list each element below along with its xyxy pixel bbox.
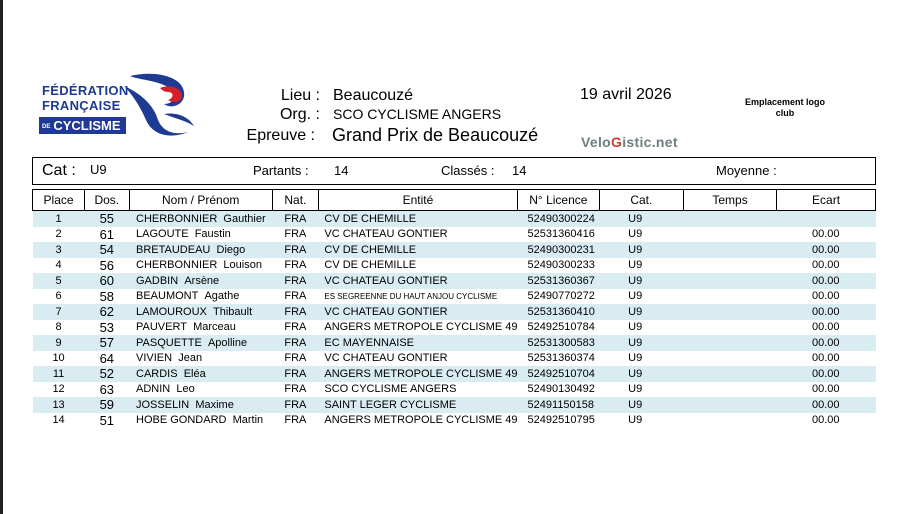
licence-cell: 52490300233 — [527, 259, 595, 272]
dos-cell: 62 — [85, 304, 129, 320]
entite-cell: ANGERS METROPOLE CYCLISME 49 — [324, 414, 518, 427]
dos-cell: 55 — [85, 211, 129, 227]
velo-part-b: istic.net — [622, 134, 678, 150]
table-row — [33, 413, 876, 429]
table-row — [33, 366, 876, 382]
partants-value: 14 — [334, 163, 349, 178]
col-licence: N° Licence — [518, 190, 600, 211]
name-cell — [129, 335, 272, 351]
name-cell — [129, 320, 272, 336]
place-cell: 4 — [55, 259, 62, 272]
entite-cell: VC CHATEAU GONTIER — [318, 304, 517, 320]
first-name: Jean — [178, 352, 203, 365]
temps-cell — [684, 273, 777, 289]
ecart-cell: 00.00 — [811, 228, 840, 241]
ecart-cell: 00.00 — [811, 290, 840, 303]
licence-cell: 52531360410 — [518, 304, 600, 320]
licence-cell: 52531360416 — [527, 228, 595, 241]
ecart-cell: 00.00 — [811, 383, 840, 396]
table-row — [33, 211, 876, 227]
org-value: SCO CYCLISME ANGERS — [333, 106, 502, 122]
first-name: Diego — [216, 243, 246, 256]
licence-cell: 52490300231 — [518, 242, 600, 258]
ecart-cell: 00.00 — [777, 242, 876, 258]
place-cell: 7 — [33, 304, 85, 320]
dos-cell: 51 — [99, 412, 115, 428]
entite-cell: ANGERS METROPOLE CYCLISME 49 — [318, 366, 517, 382]
first-name: Maxime — [195, 398, 234, 411]
ecart-cell: 00.00 — [811, 259, 840, 272]
dos-cell: 57 — [85, 335, 129, 351]
dos-cell: 63 — [99, 381, 115, 397]
category-bar — [32, 157, 876, 185]
place-cell: 5 — [33, 273, 85, 289]
temps-cell — [684, 289, 777, 305]
first-name: Eléa — [183, 367, 206, 380]
col-temps: Temps — [684, 190, 777, 211]
first-name: Louison — [223, 259, 262, 272]
place-cell: 1 — [33, 211, 85, 227]
partants-label: Partants : — [253, 163, 309, 178]
temps-cell — [684, 335, 777, 351]
last-name: ADNIN — [136, 383, 171, 396]
licence-cell: 52491150158 — [518, 397, 600, 413]
table-row — [33, 258, 876, 274]
col-nom-prenom: Nom / Prénom — [129, 190, 272, 211]
name-cell — [129, 304, 272, 320]
col-nat: Nat. — [272, 190, 318, 211]
table-row — [33, 227, 876, 243]
temps-cell — [684, 413, 777, 429]
ecart-cell: 00.00 — [777, 397, 876, 413]
name-cell — [129, 273, 272, 289]
nat-cell: FRA — [272, 242, 318, 258]
club-logo-placeholder: Emplacement logo club — [744, 97, 825, 118]
table-header-row — [33, 190, 876, 211]
name-cell — [129, 413, 272, 429]
page-border — [0, 0, 3, 514]
table-row — [33, 397, 876, 413]
name-cell — [129, 397, 272, 413]
entite-cell: CV DE CHEMILLE — [318, 211, 517, 227]
first-name: Faustin — [194, 228, 231, 241]
table-row — [33, 304, 876, 320]
name-cell — [129, 351, 272, 367]
name-cell — [129, 382, 272, 398]
nat-cell: FRA — [272, 304, 318, 320]
cat-cell: U9 — [599, 211, 683, 227]
nat-cell: FRA — [272, 366, 318, 382]
first-name: Marceau — [193, 321, 236, 334]
name-cell — [129, 258, 272, 274]
dos-cell: 64 — [99, 350, 115, 366]
nat-cell: FRA — [272, 273, 318, 289]
nat-cell: FRA — [284, 414, 307, 427]
cat-cell: U9 — [628, 383, 643, 396]
ecart-cell — [777, 211, 876, 227]
licence-cell: 52490770272 — [527, 290, 595, 303]
last-name: CARDIS — [136, 367, 178, 380]
entite-cell: ES SEGREENNE DU HAUT ANJOU CYCLISME — [324, 291, 498, 301]
licence-cell: 52531360367 — [518, 273, 600, 289]
temps-cell — [684, 304, 777, 320]
last-name: PAUVERT — [136, 321, 187, 334]
nat-cell: FRA — [284, 290, 307, 303]
logo-line3-box — [39, 117, 126, 134]
licence-cell: 52490130492 — [527, 383, 595, 396]
dos-cell: 56 — [99, 257, 115, 273]
nat-cell: FRA — [272, 397, 318, 413]
epreuve-value: Grand Prix de Beaucouzé — [332, 125, 539, 145]
ecart-cell: 00.00 — [811, 352, 840, 365]
name-cell — [129, 289, 272, 305]
entite-cell: CV DE CHEMILLE — [318, 242, 517, 258]
temps-cell — [684, 211, 777, 227]
ecart-cell: 00.00 — [777, 304, 876, 320]
entite-cell: SAINT LEGER CYCLISME — [318, 397, 517, 413]
dos-cell: 60 — [85, 273, 129, 289]
place-cell: 9 — [33, 335, 85, 351]
results-table — [32, 189, 876, 428]
logo-line3-prefix: DE — [42, 123, 51, 130]
entite-cell: VC CHATEAU GONTIER — [324, 228, 448, 241]
last-name: BRETAUDEAU — [136, 243, 211, 256]
first-name: Martin — [232, 414, 264, 427]
ffc-logo — [36, 70, 196, 148]
ecart-cell: 00.00 — [777, 273, 876, 289]
cat-label: Cat : — [42, 162, 76, 179]
cat-cell: U9 — [628, 290, 643, 303]
dos-cell: 61 — [99, 226, 115, 242]
temps-cell — [684, 242, 777, 258]
licence-cell: 52531300583 — [518, 335, 600, 351]
col-place: Place — [33, 190, 85, 211]
table-row — [33, 289, 876, 305]
first-name: Leo — [176, 383, 195, 396]
table-row — [33, 382, 876, 398]
licence-cell: 52492510704 — [518, 366, 600, 382]
cat-cell: U9 — [599, 304, 683, 320]
temps-cell — [684, 258, 777, 274]
cat-value: U9 — [90, 162, 107, 177]
place-cell: 8 — [55, 321, 62, 334]
classes-value: 14 — [512, 163, 527, 178]
name-cell — [129, 242, 272, 258]
col-entite: Entité — [318, 190, 517, 211]
place-cell: 13 — [33, 397, 85, 413]
nat-cell: FRA — [284, 228, 307, 241]
entite-cell: EC MAYENNAISE — [318, 335, 517, 351]
cat-cell: U9 — [599, 397, 683, 413]
first-name: Gauthier — [223, 212, 266, 225]
cat-cell: U9 — [628, 228, 643, 241]
table-row — [33, 242, 876, 258]
table-row — [33, 335, 876, 351]
dos-cell: 53 — [99, 319, 115, 335]
cat-cell: U9 — [628, 414, 643, 427]
last-name: CHERBONNIER — [136, 259, 218, 272]
temps-cell — [684, 351, 777, 367]
cat-cell: U9 — [628, 259, 643, 272]
cat-cell: U9 — [599, 335, 683, 351]
cat-cell: U9 — [628, 352, 643, 365]
cyclist-swoosh-icon — [124, 70, 196, 142]
epreuve-label: Epreuve : — [246, 127, 315, 144]
last-name: HOBE GONDARD — [136, 414, 227, 427]
last-name: LAGOUTE — [136, 228, 189, 241]
logo-line1: FÉDÉRATION — [42, 83, 129, 98]
name-cell — [129, 211, 272, 227]
last-name: BEAUMONT — [136, 290, 199, 303]
logo-line3: CYCLISME — [53, 118, 121, 133]
nat-cell: FRA — [284, 352, 307, 365]
velogistic-brand — [581, 134, 678, 150]
place-cell: 2 — [55, 228, 62, 241]
cat-cell: U9 — [599, 273, 683, 289]
temps-cell — [684, 320, 777, 336]
col-ecart: Ecart — [777, 190, 876, 211]
nat-cell: FRA — [272, 335, 318, 351]
nat-cell: FRA — [284, 259, 307, 272]
place-cell: 6 — [55, 290, 62, 303]
cat-cell: U9 — [599, 366, 683, 382]
moyenne-label: Moyenne : — [716, 163, 777, 178]
nat-cell: FRA — [284, 383, 307, 396]
entite-cell: VC CHATEAU GONTIER — [318, 273, 517, 289]
entite-cell: CV DE CHEMILLE — [324, 259, 417, 272]
first-name: Agathe — [204, 290, 240, 303]
name-cell — [129, 366, 272, 382]
last-name: LAMOUROUX — [136, 305, 207, 318]
dos-cell: 52 — [85, 366, 129, 382]
lieu-label: Lieu : — [280, 87, 320, 104]
table-row — [33, 351, 876, 367]
dos-cell: 59 — [85, 397, 129, 413]
last-name: GADBIN — [136, 274, 179, 287]
place-cell: 12 — [52, 383, 65, 396]
entite-cell: VC CHATEAU GONTIER — [324, 352, 448, 365]
nat-cell: FRA — [272, 211, 318, 227]
org-label: Org. : — [279, 106, 320, 123]
temps-cell — [684, 227, 777, 243]
logo-line2: FRANÇAISE — [42, 98, 121, 113]
last-name: CHERBONNIER — [136, 212, 218, 225]
place-cell: 14 — [52, 414, 65, 427]
col-cat: Cat. — [599, 190, 683, 211]
name-cell — [129, 227, 272, 243]
entite-cell: SCO CYCLISME ANGERS — [324, 383, 457, 396]
col-dos: Dos. — [85, 190, 129, 211]
temps-cell — [684, 382, 777, 398]
classes-label: Classés : — [441, 163, 495, 178]
place-cell: 3 — [33, 242, 85, 258]
table-row — [33, 273, 876, 289]
ecart-cell: 00.00 — [777, 335, 876, 351]
lieu-value: Beaucouzé — [333, 87, 414, 104]
table-row — [33, 320, 876, 336]
cat-cell: U9 — [628, 321, 643, 334]
results-body — [33, 211, 876, 429]
ecart-cell: 00.00 — [777, 366, 876, 382]
last-name: VIVIEN — [136, 352, 173, 365]
entite-cell: ANGERS METROPOLE CYCLISME 49 — [324, 321, 518, 334]
licence-cell: 52492510784 — [527, 321, 595, 334]
licence-cell: 52490300224 — [518, 211, 600, 227]
place-cell: 10 — [52, 352, 65, 365]
race-date: 19 avril 2026 — [580, 86, 672, 103]
last-name: JOSSELIN — [136, 398, 190, 411]
licence-cell: 52492510795 — [527, 414, 595, 427]
temps-cell — [684, 366, 777, 382]
ecart-cell: 00.00 — [811, 321, 840, 334]
first-name: Apolline — [207, 336, 248, 349]
dos-cell: 54 — [85, 242, 129, 258]
licence-cell: 52531360374 — [527, 352, 595, 365]
temps-cell — [684, 397, 777, 413]
ecart-cell: 00.00 — [811, 414, 840, 427]
first-name: Thibault — [213, 305, 253, 318]
velo-part-a: Velo — [581, 134, 611, 150]
velo-part-g: G — [611, 134, 623, 150]
place-cell: 11 — [33, 366, 85, 382]
dos-cell: 58 — [99, 288, 115, 304]
last-name: PASQUETTE — [136, 336, 202, 349]
nat-cell: FRA — [284, 321, 307, 334]
cat-cell: U9 — [599, 242, 683, 258]
first-name: Arsène — [184, 274, 220, 287]
